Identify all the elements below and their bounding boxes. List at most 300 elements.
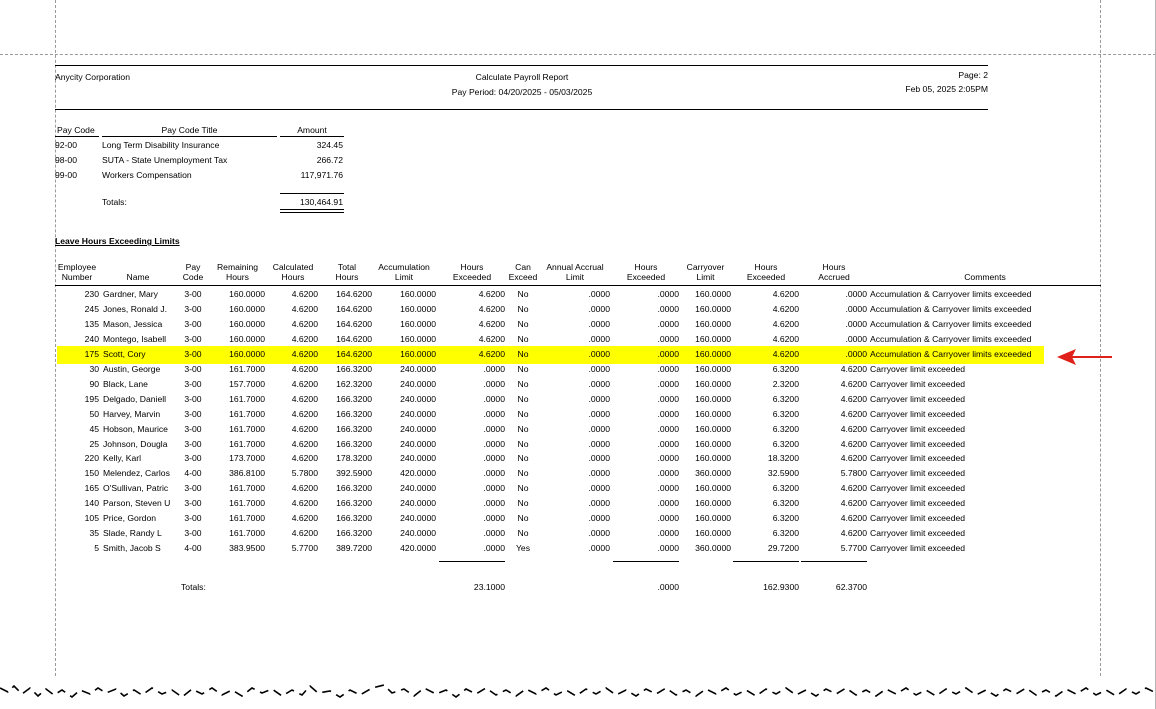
cell-remaining-hours: 161.7000: [229, 408, 265, 419]
cell-total-hours: 166.3200: [336, 408, 372, 419]
cell-can-exceed: Yes: [515, 543, 531, 554]
cell-can-exceed: No: [517, 408, 529, 419]
cell-comments: Carryover limit exceeded: [870, 543, 966, 554]
cell-total-hours: 392.5900: [336, 468, 372, 479]
cell-accum-hours-exceeded: .0000: [483, 528, 505, 539]
cell-carryover-hours-exceeded: 4.6200: [772, 348, 799, 359]
cell-employee-name: Hobson, Maurice: [103, 423, 168, 434]
cell-carryover-hours-exceeded: 6.3200: [772, 363, 799, 374]
totals-hours-exceeded-annual: .0000: [657, 582, 679, 592]
cell-carryover-limit: 160.0000: [695, 303, 731, 314]
cell-annual-hours-exceeded: .0000: [657, 333, 679, 344]
cell-can-exceed: No: [517, 498, 529, 509]
cell-carryover-hours-exceeded: 6.3200: [772, 408, 799, 419]
header-annual-hours-exceeded-line2: Exceeded: [626, 272, 666, 282]
cell-total-hours: 164.6200: [336, 318, 372, 329]
header-rule-bottom: [55, 109, 988, 110]
cell-can-exceed: No: [517, 438, 529, 449]
cell-annual-accrual-limit: .0000: [588, 333, 610, 344]
cell-accumulation-limit: 240.0000: [400, 528, 436, 539]
cell-annual-hours-exceeded: .0000: [657, 438, 679, 449]
cell-annual-hours-exceeded: .0000: [657, 289, 679, 299]
cell-annual-accrual-limit: .0000: [588, 408, 610, 419]
cell-employee-name: Montego, Isabell: [103, 333, 167, 344]
cell-can-exceed: No: [517, 378, 529, 389]
cell-remaining-hours: 161.7000: [229, 423, 265, 434]
cell-calculated-hours: 4.6200: [291, 483, 318, 494]
header-pay-code-line2: Code: [182, 272, 204, 282]
cell-carryover-limit: 160.0000: [695, 483, 731, 494]
report-title: Calculate Payroll Report: [475, 72, 569, 82]
header-rule-top: [55, 65, 988, 66]
paycode-header-code: Pay Code: [57, 125, 95, 135]
cell-employee-name: Slade, Randy L: [103, 528, 162, 539]
cell-remaining-hours: 161.7000: [229, 393, 265, 404]
cell-total-hours: 166.3200: [336, 363, 372, 374]
totals-hours-exceeded-carryover: 162.9300: [763, 582, 799, 592]
cell-annual-hours-exceeded: .0000: [657, 468, 679, 479]
cell-calculated-hours: 4.6200: [291, 453, 318, 464]
cell-accumulation-limit: 160.0000: [400, 333, 436, 344]
cell-accumulation-limit: 240.0000: [400, 513, 436, 524]
cell-employee-number: 105: [84, 513, 99, 524]
cell-pay-code: 3-00: [184, 289, 202, 299]
totals-rule-carryover: [733, 561, 799, 562]
header-calculated-hours-line2: Hours: [281, 272, 305, 282]
paycode-row-title: Workers Compensation: [102, 170, 192, 180]
cell-calculated-hours: 4.6200: [291, 438, 318, 449]
header-annual-accrual-limit-line2: Limit: [565, 272, 585, 282]
paycode-header-rule-amount: [280, 136, 344, 137]
cell-comments: Carryover limit exceeded: [870, 513, 966, 524]
header-accumulation-limit-line1: Accumulation: [378, 262, 430, 272]
cell-remaining-hours: 161.7000: [229, 528, 265, 539]
cell-hours-accrued: 4.6200: [840, 498, 867, 509]
cell-annual-hours-exceeded: .0000: [657, 453, 679, 464]
cell-annual-accrual-limit: .0000: [588, 513, 610, 524]
cell-accum-hours-exceeded: .0000: [483, 513, 505, 524]
cell-total-hours: 162.3200: [336, 378, 372, 389]
cell-employee-number: 220: [84, 453, 99, 464]
cell-total-hours: 166.3200: [336, 393, 372, 404]
cell-carryover-limit: 160.0000: [695, 408, 731, 419]
cell-accum-hours-exceeded: .0000: [483, 468, 505, 479]
cell-employee-number: 25: [89, 438, 99, 449]
company-name: Anycity Corporation: [55, 72, 130, 82]
leave-header-rule: [55, 285, 1101, 286]
paycode-row-amount: 324.45: [316, 140, 343, 150]
paycode-row-code: 92-00: [55, 140, 77, 150]
totals-hours-exceeded-accum: 23.1000: [473, 582, 505, 592]
paycode-row-amount: 117,971.76: [300, 170, 343, 180]
cell-carryover-hours-exceeded: 2.3200: [772, 378, 799, 389]
cell-can-exceed: No: [517, 333, 529, 344]
cell-employee-name: Mason, Jessica: [103, 318, 163, 329]
cell-annual-accrual-limit: .0000: [588, 378, 610, 389]
cell-comments: Carryover limit exceeded: [870, 408, 966, 419]
cell-pay-code: 3-00: [184, 423, 202, 434]
cell-carryover-hours-exceeded: 6.3200: [772, 528, 799, 539]
cell-total-hours: 389.7200: [336, 543, 372, 554]
cell-annual-accrual-limit: .0000: [588, 528, 610, 539]
cell-carryover-hours-exceeded: 6.3200: [772, 393, 799, 404]
cell-annual-accrual-limit: .0000: [588, 423, 610, 434]
cell-total-hours: 166.3200: [336, 423, 372, 434]
cell-employee-number: 30: [89, 363, 99, 374]
cell-can-exceed: No: [517, 468, 529, 479]
cell-total-hours: 164.6200: [336, 289, 372, 299]
paycode-row-code: 99-00: [55, 170, 77, 180]
cell-calculated-hours: 4.6200: [291, 348, 318, 359]
cell-pay-code: 3-00: [184, 378, 202, 389]
cell-calculated-hours: 4.6200: [291, 528, 318, 539]
cell-pay-code: 3-00: [184, 348, 202, 359]
cell-calculated-hours: 4.6200: [291, 408, 318, 419]
header-annual-hours-exceeded-line1: Hours: [634, 262, 658, 272]
cell-annual-hours-exceeded: .0000: [657, 483, 679, 494]
cell-comments: Accumulation & Carryover limits exceeded: [870, 348, 1032, 359]
paycode-totals-rule: [280, 193, 344, 194]
cell-accumulation-limit: 160.0000: [400, 348, 436, 359]
cell-annual-accrual-limit: .0000: [588, 289, 610, 299]
cell-employee-name: O'Sullivan, Patric: [103, 483, 169, 494]
totals-hours-accrued: 62.3700: [835, 582, 867, 592]
cell-pay-code: 3-00: [184, 318, 202, 329]
cell-hours-accrued: 5.7800: [840, 468, 867, 479]
cell-carryover-hours-exceeded: 32.5900: [767, 468, 799, 479]
cell-hours-accrued: 4.6200: [840, 483, 867, 494]
header-remaining-hours-line1: Remaining: [216, 262, 259, 272]
cell-carryover-limit: 160.0000: [695, 423, 731, 434]
cell-accum-hours-exceeded: .0000: [483, 408, 505, 419]
cell-accumulation-limit: 160.0000: [400, 318, 436, 329]
cell-comments: Carryover limit exceeded: [870, 378, 966, 389]
cell-remaining-hours: 157.7000: [229, 378, 265, 389]
header-total-hours-line1: Total: [337, 262, 357, 272]
cell-carryover-limit: 160.0000: [695, 348, 731, 359]
totals-rule-accum: [439, 561, 505, 562]
cell-remaining-hours: 161.7000: [229, 438, 265, 449]
paycode-row-title: Long Term Disability Insurance: [102, 140, 220, 150]
header-can-exceed-line1: Can: [515, 262, 531, 272]
header-hours-accrued-line1: Hours: [822, 262, 846, 272]
cell-total-hours: 164.6200: [336, 333, 372, 344]
cell-pay-code: 3-00: [184, 483, 202, 494]
cell-can-exceed: No: [517, 348, 529, 359]
header-comments-line2: Comments: [964, 272, 1006, 282]
cell-can-exceed: No: [517, 393, 529, 404]
header-can-exceed-line2: Exceed: [508, 272, 538, 282]
cell-employee-number: 35: [89, 528, 99, 539]
cell-carryover-hours-exceeded: 4.6200: [772, 333, 799, 344]
cell-calculated-hours: 5.7700: [291, 543, 318, 554]
cell-employee-number: 195: [84, 393, 99, 404]
cell-remaining-hours: 173.7000: [229, 453, 265, 464]
torn-page-edge: [0, 676, 1156, 709]
cell-remaining-hours: 386.8100: [229, 468, 265, 479]
cell-hours-accrued: 5.7700: [840, 543, 867, 554]
cell-annual-hours-exceeded: .0000: [657, 498, 679, 509]
cell-pay-code: 3-00: [184, 513, 202, 524]
cell-employee-number: 245: [84, 303, 99, 314]
paycode-header-amount: Amount: [297, 125, 327, 135]
paycode-header-title: Pay Code Title: [161, 125, 218, 135]
cell-annual-hours-exceeded: .0000: [657, 408, 679, 419]
cell-pay-code: 3-00: [184, 393, 202, 404]
cell-accum-hours-exceeded: .0000: [483, 393, 505, 404]
cell-carryover-limit: 160.0000: [695, 378, 731, 389]
cell-annual-hours-exceeded: .0000: [657, 318, 679, 329]
cell-calculated-hours: 4.6200: [291, 289, 318, 299]
cell-employee-number: 5: [94, 543, 99, 554]
cell-can-exceed: No: [517, 289, 529, 299]
totals-rule-annual: [613, 561, 679, 562]
cell-hours-accrued: 4.6200: [840, 438, 867, 449]
cell-hours-accrued: 4.6200: [840, 393, 867, 404]
cell-employee-number: 230: [84, 289, 99, 299]
cell-annual-accrual-limit: .0000: [588, 483, 610, 494]
header-carryover-hours-exceeded-line2: Exceeded: [746, 272, 786, 282]
cell-comments: Accumulation & Carryover limits exceeded: [870, 289, 1032, 299]
cell-annual-accrual-limit: .0000: [588, 468, 610, 479]
cell-accumulation-limit: 240.0000: [400, 423, 436, 434]
cell-remaining-hours: 160.0000: [229, 348, 265, 359]
cell-annual-hours-exceeded: .0000: [657, 348, 679, 359]
cell-comments: Carryover limit exceeded: [870, 483, 966, 494]
cell-pay-code: 4-00: [184, 543, 202, 554]
cell-total-hours: 166.3200: [336, 513, 372, 524]
cell-accumulation-limit: 420.0000: [400, 468, 436, 479]
cell-total-hours: 166.3200: [336, 528, 372, 539]
cell-can-exceed: No: [517, 318, 529, 329]
cell-annual-accrual-limit: .0000: [588, 393, 610, 404]
cell-accumulation-limit: 240.0000: [400, 393, 436, 404]
cell-hours-accrued: .0000: [845, 318, 867, 329]
cell-carryover-hours-exceeded: 4.6200: [772, 303, 799, 314]
cell-remaining-hours: 160.0000: [229, 333, 265, 344]
cell-accum-hours-exceeded: 4.6200: [478, 348, 505, 359]
cell-remaining-hours: 161.7000: [229, 513, 265, 524]
header-accum-hours-exceeded-line2: Exceeded: [452, 272, 492, 282]
cell-hours-accrued: 4.6200: [840, 408, 867, 419]
cell-annual-hours-exceeded: .0000: [657, 393, 679, 404]
cell-hours-accrued: 4.6200: [840, 363, 867, 374]
cell-employee-name: Smith, Jacob S: [103, 543, 161, 554]
cell-hours-accrued: .0000: [845, 303, 867, 314]
cell-pay-code: 3-00: [184, 333, 202, 344]
cell-can-exceed: No: [517, 528, 529, 539]
leave-section-title: Leave Hours Exceeding Limits: [55, 236, 180, 246]
cell-remaining-hours: 161.7000: [229, 483, 265, 494]
cell-accumulation-limit: 240.0000: [400, 498, 436, 509]
cell-annual-hours-exceeded: .0000: [657, 423, 679, 434]
cell-total-hours: 178.3200: [336, 453, 372, 464]
right-margin-guide: [1100, 0, 1101, 676]
cell-accum-hours-exceeded: .0000: [483, 423, 505, 434]
red-arrow-icon: [1056, 347, 1114, 367]
cell-carryover-limit: 160.0000: [695, 528, 731, 539]
cell-accumulation-limit: 240.0000: [400, 453, 436, 464]
cell-can-exceed: No: [517, 513, 529, 524]
cell-carryover-hours-exceeded: 6.3200: [772, 423, 799, 434]
cell-pay-code: 4-00: [184, 468, 202, 479]
cell-comments: Accumulation & Carryover limits exceeded: [870, 303, 1032, 314]
cell-calculated-hours: 4.6200: [291, 393, 318, 404]
cell-annual-accrual-limit: .0000: [588, 363, 610, 374]
cell-total-hours: 166.3200: [336, 438, 372, 449]
cell-carryover-limit: 360.0000: [695, 543, 731, 554]
page-number: Page: 2: [958, 70, 988, 80]
cell-pay-code: 3-00: [184, 408, 202, 419]
cell-carryover-hours-exceeded: 18.3200: [767, 453, 799, 464]
cell-pay-code: 3-00: [184, 303, 202, 314]
cell-employee-number: 140: [84, 498, 99, 509]
cell-employee-number: 240: [84, 333, 99, 344]
cell-can-exceed: No: [517, 303, 529, 314]
cell-carryover-limit: 160.0000: [695, 333, 731, 344]
cell-carryover-limit: 160.0000: [695, 438, 731, 449]
cell-total-hours: 164.6200: [336, 348, 372, 359]
cell-accum-hours-exceeded: .0000: [483, 363, 505, 374]
cell-hours-accrued: 4.6200: [840, 378, 867, 389]
cell-comments: Carryover limit exceeded: [870, 453, 966, 464]
cell-annual-hours-exceeded: .0000: [657, 543, 679, 554]
cell-carryover-limit: 160.0000: [695, 318, 731, 329]
cell-annual-accrual-limit: .0000: [588, 318, 610, 329]
header-annual-accrual-limit-line1: Annual Accrual: [546, 262, 604, 272]
header-employee-name-line2: Name: [126, 272, 150, 282]
cell-employee-number: 135: [84, 318, 99, 329]
cell-can-exceed: No: [517, 453, 529, 464]
cell-employee-number: 175: [84, 348, 99, 359]
cell-comments: Carryover limit exceeded: [870, 393, 966, 404]
cell-employee-number: 165: [84, 483, 99, 494]
cell-carryover-limit: 360.0000: [695, 468, 731, 479]
cell-employee-number: 150: [84, 468, 99, 479]
cell-hours-accrued: 4.6200: [840, 528, 867, 539]
header-total-hours-line2: Hours: [335, 272, 359, 282]
paycode-totals-double-rule: [280, 209, 344, 213]
cell-carryover-limit: 160.0000: [695, 498, 731, 509]
cell-hours-accrued: .0000: [845, 289, 867, 299]
cell-comments: Carryover limit exceeded: [870, 528, 966, 539]
cell-employee-number: 45: [89, 423, 99, 434]
cell-remaining-hours: 383.9500: [229, 543, 265, 554]
paycode-row-title: SUTA - State Unemployment Tax: [102, 155, 228, 165]
cell-accum-hours-exceeded: 4.6200: [478, 303, 505, 314]
cell-annual-accrual-limit: .0000: [588, 348, 610, 359]
cell-annual-accrual-limit: .0000: [588, 303, 610, 314]
cell-accum-hours-exceeded: 4.6200: [478, 318, 505, 329]
paycode-totals-label: Totals:: [102, 197, 127, 207]
header-accum-hours-exceeded-line1: Hours: [460, 262, 484, 272]
cell-carryover-limit: 160.0000: [695, 363, 731, 374]
cell-pay-code: 3-00: [184, 363, 202, 374]
cell-annual-accrual-limit: .0000: [588, 498, 610, 509]
cell-carryover-hours-exceeded: 6.3200: [772, 513, 799, 524]
cell-hours-accrued: .0000: [845, 333, 867, 344]
cell-accumulation-limit: 240.0000: [400, 408, 436, 419]
cell-comments: Carryover limit exceeded: [870, 468, 966, 479]
cell-accumulation-limit: 240.0000: [400, 438, 436, 449]
cell-employee-name: Parson, Steven U: [103, 498, 171, 509]
cell-hours-accrued: 4.6200: [840, 423, 867, 434]
header-pay-code-line1: Pay: [185, 262, 201, 272]
cell-can-exceed: No: [517, 483, 529, 494]
cell-annual-hours-exceeded: .0000: [657, 378, 679, 389]
cell-pay-code: 3-00: [184, 498, 202, 509]
cell-carryover-limit: 160.0000: [695, 453, 731, 464]
cell-calculated-hours: 4.6200: [291, 378, 318, 389]
cell-accumulation-limit: 160.0000: [400, 289, 436, 299]
cell-accum-hours-exceeded: .0000: [483, 498, 505, 509]
cell-accum-hours-exceeded: 4.6200: [478, 333, 505, 344]
cell-remaining-hours: 161.7000: [229, 498, 265, 509]
cell-total-hours: 166.3200: [336, 498, 372, 509]
cell-calculated-hours: 4.6200: [291, 303, 318, 314]
header-calculated-hours-line1: Calculated: [272, 262, 314, 272]
cell-carryover-hours-exceeded: 6.3200: [772, 438, 799, 449]
cell-comments: Carryover limit exceeded: [870, 438, 966, 449]
cell-remaining-hours: 161.7000: [229, 363, 265, 374]
cell-annual-hours-exceeded: .0000: [657, 303, 679, 314]
cell-accumulation-limit: 240.0000: [400, 483, 436, 494]
cell-annual-accrual-limit: .0000: [588, 453, 610, 464]
cell-employee-name: Gardner, Mary: [103, 289, 158, 299]
paycode-header-rule-title: [102, 136, 277, 137]
cell-employee-name: Delgado, Daniell: [103, 393, 167, 404]
cell-calculated-hours: 4.6200: [291, 318, 318, 329]
run-date: Feb 05, 2025 2:05PM: [905, 84, 988, 94]
cell-annual-hours-exceeded: .0000: [657, 528, 679, 539]
cell-carryover-hours-exceeded: 4.6200: [772, 318, 799, 329]
cell-calculated-hours: 4.6200: [291, 423, 318, 434]
cell-employee-name: Austin, George: [103, 363, 161, 374]
cell-calculated-hours: 4.6200: [291, 498, 318, 509]
cell-employee-name: Kelly, Karl: [103, 453, 142, 464]
paycode-totals-amount: 130,464.91: [299, 197, 343, 207]
cell-accum-hours-exceeded: .0000: [483, 378, 505, 389]
cell-accum-hours-exceeded: .0000: [483, 453, 505, 464]
cell-annual-accrual-limit: .0000: [588, 543, 610, 554]
cell-comments: Accumulation & Carryover limits exceeded: [870, 333, 1032, 344]
cell-carryover-hours-exceeded: 29.7200: [767, 543, 799, 554]
cell-carryover-limit: 160.0000: [695, 393, 731, 404]
top-margin-guide: [0, 54, 1156, 55]
paycode-row-amount: 266.72: [316, 155, 343, 165]
totals-rule-accrued: [801, 561, 867, 562]
cell-employee-name: Melendez, Carlos: [103, 468, 170, 479]
cell-remaining-hours: 160.0000: [229, 318, 265, 329]
cell-total-hours: 166.3200: [336, 483, 372, 494]
header-carryover-limit-line1: Carryover: [686, 262, 725, 272]
cell-comments: Accumulation & Carryover limits exceeded: [870, 318, 1032, 329]
cell-comments: Carryover limit exceeded: [870, 363, 966, 374]
cell-pay-code: 3-00: [184, 528, 202, 539]
cell-carryover-hours-exceeded: 6.3200: [772, 498, 799, 509]
cell-total-hours: 164.6200: [336, 303, 372, 314]
cell-can-exceed: No: [517, 423, 529, 434]
header-carryover-hours-exceeded-line1: Hours: [754, 262, 778, 272]
cell-carryover-limit: 160.0000: [695, 289, 731, 299]
pay-period: Pay Period: 04/20/2025 - 05/03/2025: [451, 87, 593, 97]
cell-accum-hours-exceeded: .0000: [483, 483, 505, 494]
cell-annual-accrual-limit: .0000: [588, 438, 610, 449]
cell-comments: Carryover limit exceeded: [870, 423, 966, 434]
totals-label: Totals:: [181, 582, 206, 592]
cell-hours-accrued: 4.6200: [840, 513, 867, 524]
cell-annual-hours-exceeded: .0000: [657, 363, 679, 374]
